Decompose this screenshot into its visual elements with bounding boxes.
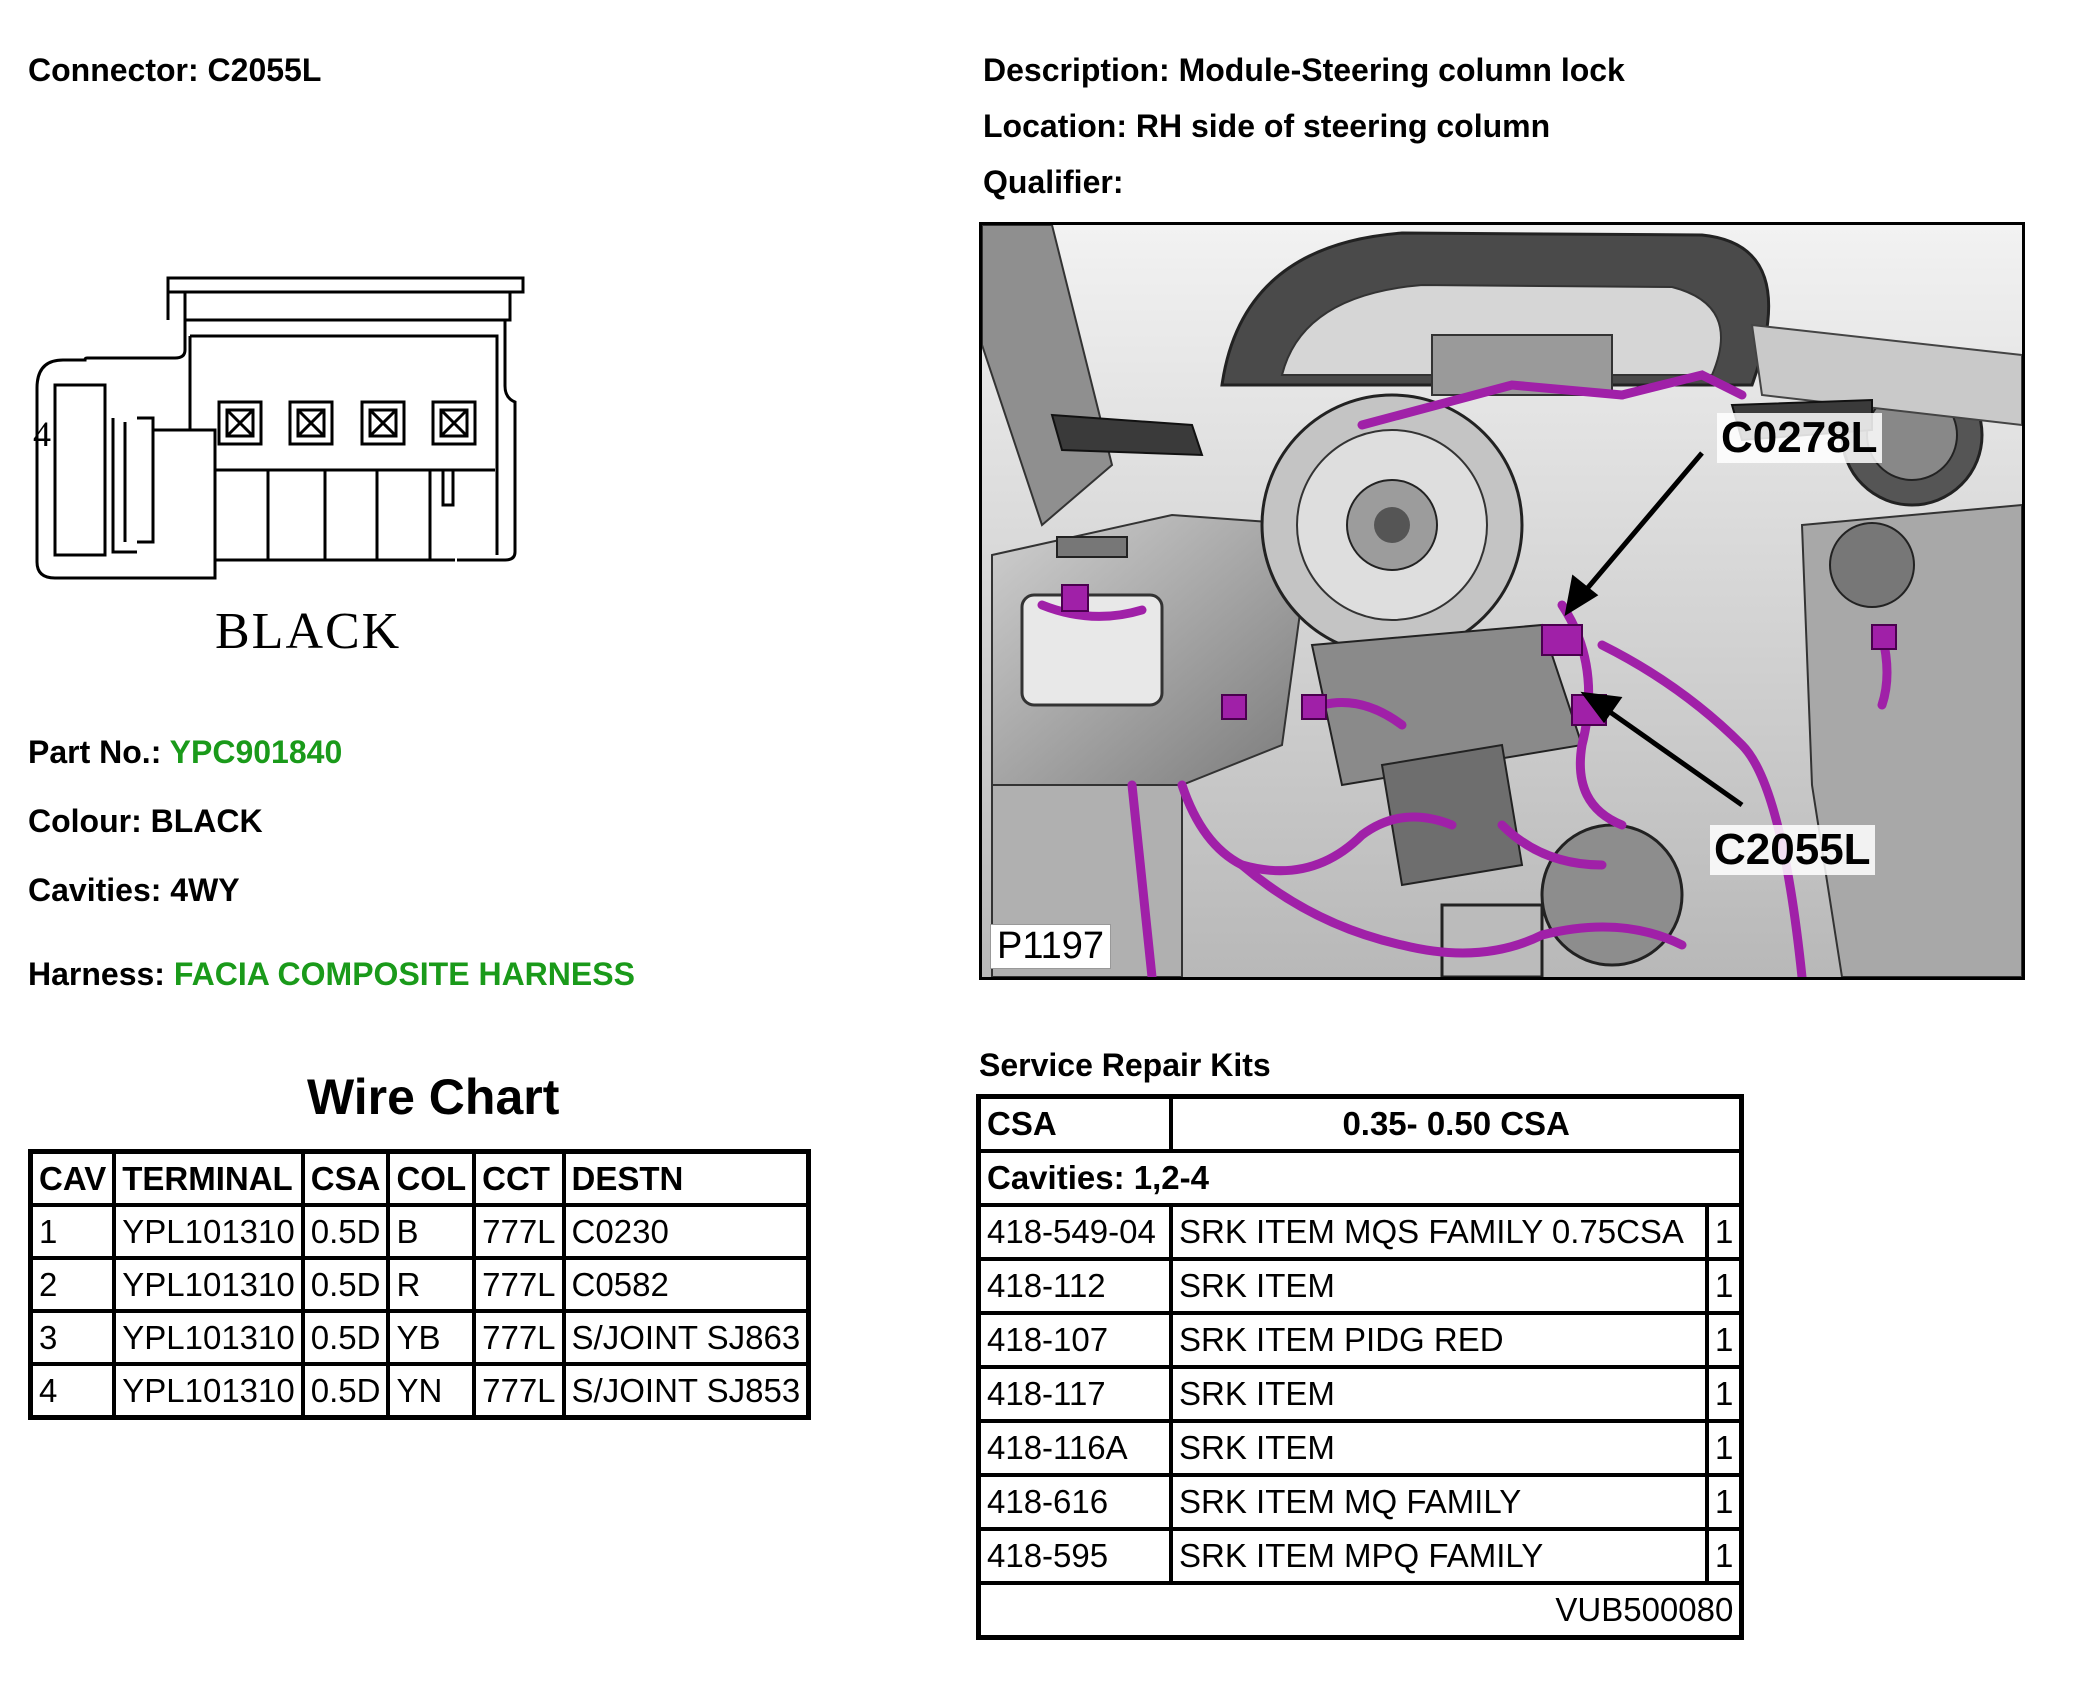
- kit-description: SRK ITEM MQ FAMILY: [1171, 1475, 1707, 1529]
- description-value: Module-Steering column lock: [1178, 52, 1625, 88]
- table-row: [979, 1313, 1742, 1367]
- callout-c0278l: C0278L: [1717, 413, 1882, 463]
- table-row: [31, 1258, 809, 1311]
- cell-destn: C0582: [564, 1258, 809, 1311]
- kit-description: SRK ITEM: [1171, 1421, 1707, 1475]
- header-col: COL: [388, 1152, 474, 1206]
- kit-description: SRK ITEM PIDG RED: [1171, 1313, 1707, 1367]
- colour-line: [28, 803, 263, 840]
- kit-description: SRK ITEM: [1171, 1259, 1707, 1313]
- cell-cct: 777L: [474, 1364, 563, 1418]
- kits-footer-code: VUB500080: [979, 1583, 1742, 1638]
- cell-csa: 0.5D: [303, 1311, 389, 1364]
- wire-chart-header-row: [31, 1152, 809, 1206]
- location-value: RH side of steering column: [1135, 108, 1551, 144]
- kits-cavities-row: [979, 1151, 1742, 1205]
- header-terminal: TERMINAL: [114, 1152, 303, 1206]
- kits-csa-value: 0.35- 0.50 CSA: [1171, 1097, 1742, 1152]
- connector-value: C2055L: [207, 52, 322, 88]
- photo-id: P1197: [990, 924, 1111, 969]
- cell-terminal: YPL101310: [114, 1258, 303, 1311]
- cavities-label: Cavities:: [28, 872, 162, 908]
- kit-qty: 1: [1707, 1529, 1742, 1583]
- cell-destn: C0230: [564, 1205, 809, 1258]
- kit-description: SRK ITEM: [1171, 1367, 1707, 1421]
- cell-csa: 0.5D: [303, 1205, 389, 1258]
- table-row: [979, 1205, 1742, 1259]
- cell-terminal: YPL101310: [114, 1311, 303, 1364]
- header-cct: CCT: [474, 1152, 563, 1206]
- cell-col: YB: [388, 1311, 474, 1364]
- header-destn: DESTN: [564, 1152, 809, 1206]
- kit-part-no: 418-549-04: [979, 1205, 1172, 1259]
- cell-col: R: [388, 1258, 474, 1311]
- kit-qty: 1: [1707, 1313, 1742, 1367]
- callout-c2055l: C2055L: [1710, 825, 1875, 875]
- table-row: [979, 1421, 1742, 1475]
- cell-cav: 2: [31, 1258, 115, 1311]
- cell-csa: 0.5D: [303, 1364, 389, 1418]
- kits-cavities: Cavities: 1,2-4: [979, 1151, 1742, 1205]
- part-no-line: [28, 734, 342, 771]
- wire-chart-table: [28, 1149, 811, 1420]
- cell-cct: 777L: [474, 1205, 563, 1258]
- connector-face-diagram: [25, 270, 545, 670]
- cell-destn: S/JOINT SJ853: [564, 1364, 809, 1418]
- header-cav: CAV: [31, 1152, 115, 1206]
- description-label: Description:: [983, 52, 1170, 88]
- table-row: [979, 1529, 1742, 1583]
- cavities-value: 4WY: [170, 872, 240, 908]
- cell-destn: S/JOINT SJ863: [564, 1311, 809, 1364]
- cell-terminal: YPL101310: [114, 1364, 303, 1418]
- kit-description: SRK ITEM MQS FAMILY 0.75CSA: [1171, 1205, 1707, 1259]
- cell-col: B: [388, 1205, 474, 1258]
- table-row: [979, 1367, 1742, 1421]
- location-line: [983, 108, 1550, 145]
- kit-qty: 1: [1707, 1421, 1742, 1475]
- table-row: [979, 1259, 1742, 1313]
- kit-part-no: 418-107: [979, 1313, 1172, 1367]
- part-no-value: YPC901840: [169, 734, 343, 770]
- kit-description: SRK ITEM MPQ FAMILY: [1171, 1529, 1707, 1583]
- kit-qty: 1: [1707, 1259, 1742, 1313]
- wire-chart-title: Wire Chart: [307, 1069, 560, 1125]
- location-label: Location:: [983, 108, 1127, 144]
- diagram-colour-caption: BLACK: [215, 603, 402, 660]
- table-row: [979, 1475, 1742, 1529]
- kit-part-no: 418-616: [979, 1475, 1172, 1529]
- cell-col: YN: [388, 1364, 474, 1418]
- table-row: [31, 1364, 809, 1418]
- harness-line: [28, 956, 635, 993]
- cavity-number-label: 4: [33, 414, 51, 454]
- cell-csa: 0.5D: [303, 1258, 389, 1311]
- cell-cav: 3: [31, 1311, 115, 1364]
- location-photo: [979, 222, 2025, 980]
- colour-value: BLACK: [150, 803, 263, 839]
- kit-qty: 1: [1707, 1475, 1742, 1529]
- kit-part-no: 418-595: [979, 1529, 1172, 1583]
- kits-footer-row: [979, 1583, 1742, 1638]
- harness-value: FACIA COMPOSITE HARNESS: [173, 956, 635, 992]
- qualifier-line: [983, 164, 1123, 201]
- connector-line: [28, 52, 321, 89]
- kits-csa-row: [979, 1097, 1742, 1152]
- cell-terminal: YPL101310: [114, 1205, 303, 1258]
- kit-qty: 1: [1707, 1367, 1742, 1421]
- table-row: [31, 1205, 809, 1258]
- header-csa: CSA: [303, 1152, 389, 1206]
- colour-label: Colour:: [28, 803, 142, 839]
- part-no-label: Part No.:: [28, 734, 162, 770]
- table-row: [31, 1311, 809, 1364]
- cell-cct: 777L: [474, 1311, 563, 1364]
- kit-part-no: 418-116A: [979, 1421, 1172, 1475]
- cell-cav: 4: [31, 1364, 115, 1418]
- kit-part-no: 418-117: [979, 1367, 1172, 1421]
- cell-cav: 1: [31, 1205, 115, 1258]
- description-line: [983, 52, 1625, 89]
- kit-part-no: 418-112: [979, 1259, 1172, 1313]
- service-repair-kits-title: Service Repair Kits: [979, 1047, 1271, 1083]
- kits-csa-label: CSA: [979, 1097, 1172, 1152]
- cavities-line: [28, 872, 240, 909]
- connector-label: Connector:: [28, 52, 199, 88]
- cell-cct: 777L: [474, 1258, 563, 1311]
- qualifier-label: Qualifier:: [983, 164, 1124, 200]
- service-repair-kits-table: [976, 1094, 1744, 1640]
- harness-label: Harness:: [28, 956, 165, 992]
- kit-qty: 1: [1707, 1205, 1742, 1259]
